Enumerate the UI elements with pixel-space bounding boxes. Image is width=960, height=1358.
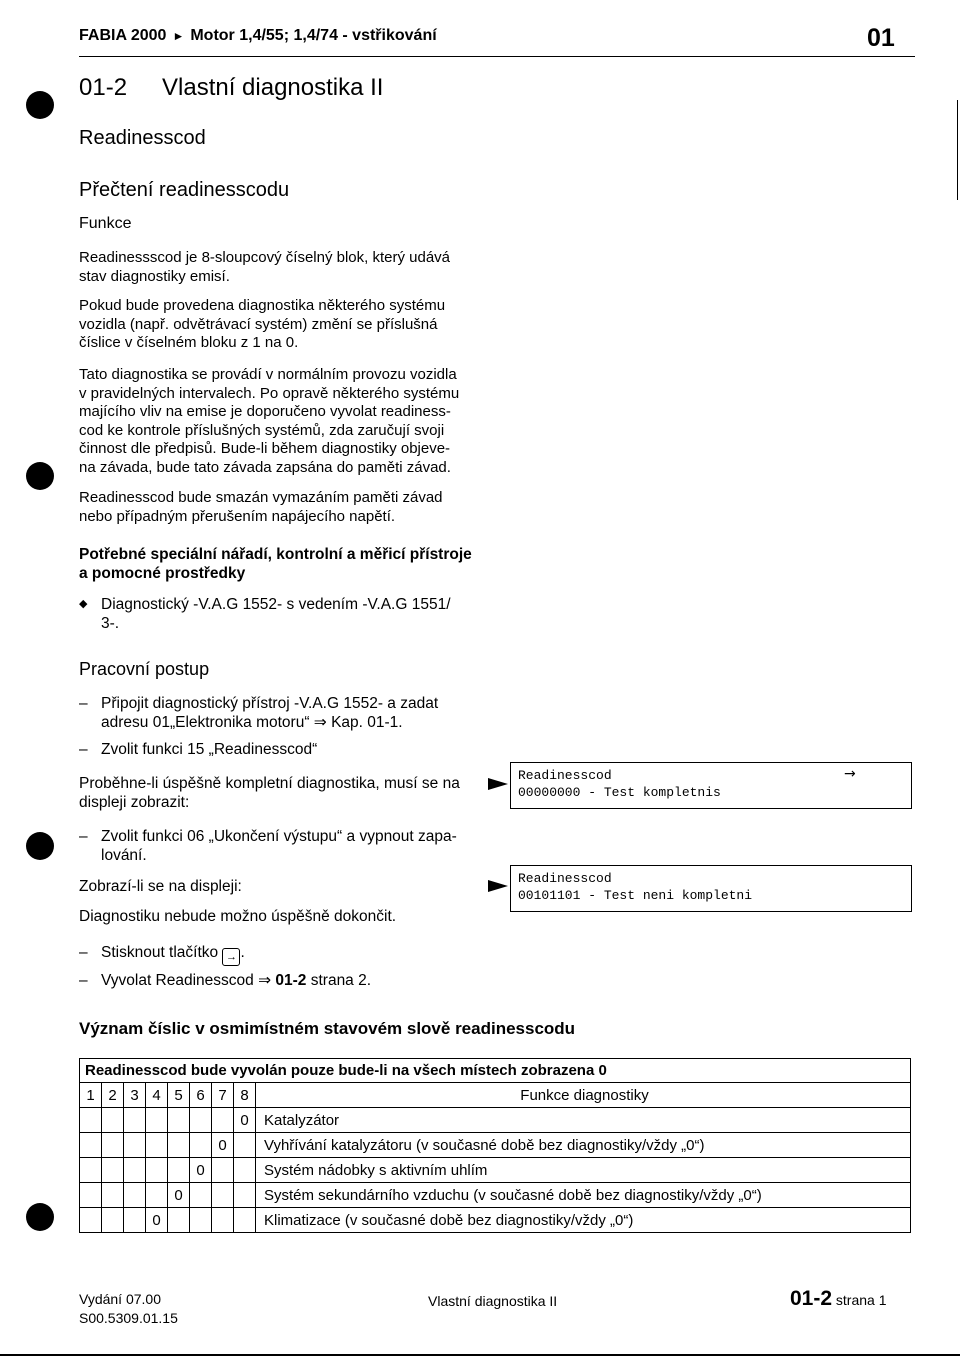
digit-cell [102, 1108, 124, 1133]
paragraph-line: Readinessscod je 8-sloupcový číselný blok, který udává [79, 249, 451, 266]
digit-cell [80, 1208, 102, 1233]
title-number: 01-2 [79, 74, 128, 101]
digit-cell [234, 1208, 256, 1233]
digit-cell [80, 1133, 102, 1158]
display-1 [510, 762, 912, 809]
footer-center: Vlastní diagnostika II [428, 1293, 558, 1309]
digit-cell [234, 1158, 256, 1183]
tools-bullet [79, 595, 451, 633]
function-description: Vyhřívání katalyzátoru (v současné době bez diagnostiky/vždy „0“) [256, 1133, 911, 1158]
table-header-row [80, 1059, 911, 1083]
digit-cell [212, 1208, 234, 1233]
punch-hole-4 [26, 1203, 54, 1231]
column-number: 5 [168, 1083, 190, 1108]
footer-page-label: strana 1 [835, 1292, 887, 1308]
table-row [80, 1133, 911, 1158]
digit-cell [234, 1183, 256, 1208]
note-1 [79, 774, 460, 812]
step-text: Vyvolat Readinesscod ⇒ [101, 972, 276, 989]
paragraph-line: vozidla (např. odvětrávací systém) změní se příslušná [79, 315, 438, 333]
digit-cell [146, 1133, 168, 1158]
paragraph-line: Readinesscod bude smazán vymazáním paměti závad [79, 489, 443, 506]
subsection-heading: Přečtení readinesscodu [79, 179, 290, 201]
digit-cell [168, 1133, 190, 1158]
step-text: strana 2. [306, 972, 372, 989]
column-number: 1 [80, 1083, 102, 1108]
paragraph-line: na závada, bude tato závada zapsána do paměti závad. [79, 458, 451, 476]
funkce-label: Funkce [79, 215, 132, 232]
dash-icon: – [79, 944, 88, 961]
digit-cell [124, 1158, 146, 1183]
digit-cell [234, 1133, 256, 1158]
digit-cell [146, 1183, 168, 1208]
note-line: displeji zobrazit: [79, 794, 190, 811]
step-5 [79, 971, 371, 990]
step-line: lování. [101, 847, 147, 864]
column-function-label: Funkce diagnostiky [256, 1083, 911, 1108]
paragraph-line: cod ke kontrole příslušných systémů, zda zaručují svoji [79, 421, 445, 439]
step-4: – Stisknout tlačítko → . [79, 943, 245, 966]
footer-edition: Vydání 07.00 [79, 1291, 161, 1307]
step-line: Připojit diagnostický přístroj -V.A.G 1552- a zadat [101, 695, 439, 712]
digit-cell: 0 [190, 1158, 212, 1183]
footer-page-ref: 01-2 [790, 1287, 833, 1310]
diamond-bullet-icon: ◆ [79, 598, 88, 610]
footer-page [790, 1287, 887, 1311]
step-3 [79, 827, 457, 865]
digit-cell: 0 [168, 1183, 190, 1208]
column-number: 6 [190, 1083, 212, 1108]
digit-cell [80, 1183, 102, 1208]
digit-cell [80, 1108, 102, 1133]
digit-cell [124, 1208, 146, 1233]
column-number: 3 [124, 1083, 146, 1108]
digit-cell [124, 1133, 146, 1158]
digit-cell: 0 [234, 1108, 256, 1133]
punch-hole-3 [26, 832, 54, 860]
table-columns-row [80, 1083, 911, 1108]
step-line: Stisknout tlačítko [101, 944, 219, 961]
paragraph-1 [79, 249, 499, 286]
digit-cell [146, 1108, 168, 1133]
header-engine: Motor 1,4/55; 1,4/74 - vstřikování [190, 27, 437, 44]
section-heading: Readinesscod [79, 127, 206, 149]
footer-left [79, 1290, 178, 1328]
paragraph-line: Tato diagnostika se provádí v normálním provozu vozidla [79, 366, 457, 383]
tools-heading-line: a pomocné prostředky [79, 565, 246, 582]
digit-cell [102, 1208, 124, 1233]
digit-cell [190, 1133, 212, 1158]
digit-cell [168, 1158, 190, 1183]
digit-cell [212, 1158, 234, 1183]
arrow-key-icon: → [222, 948, 240, 966]
digit-cell [190, 1108, 212, 1133]
paragraph-2 [79, 297, 499, 353]
paragraph-line: v pravidelných intervalech. Po opravě některého systému [79, 384, 460, 402]
step-line: Zvolit funkci 06 „Ukončení výstupu“ a vypnout zapa- [101, 828, 457, 845]
paragraph-line: nebo případným přerušením napájecího napětí. [79, 507, 396, 525]
table-row [80, 1183, 911, 1208]
digit-cell [190, 1183, 212, 1208]
table-row [80, 1208, 911, 1233]
digit-cell [80, 1158, 102, 1183]
digit-cell [212, 1108, 234, 1133]
note-line: Proběhne-li úspěšně kompletní diagnostika, musí se na [79, 775, 460, 792]
digit-cell [168, 1108, 190, 1133]
paragraph-4 [79, 489, 499, 526]
paragraph-line: činnost dle předpisů. Bude-li během diagnostiky objeve- [79, 440, 451, 457]
digit-cell: 0 [212, 1133, 234, 1158]
table-row [80, 1108, 911, 1133]
function-description: Katalyzátor [256, 1108, 911, 1133]
digit-cell [212, 1183, 234, 1208]
paragraph-line: číslice v číselném bloku z 1 na 0. [79, 334, 299, 351]
display-2 [510, 865, 912, 912]
function-description: Klimatizace (v současné době bez diagnostiky/vždy „0“) [256, 1208, 911, 1233]
digit-cell [190, 1208, 212, 1233]
dash-icon: – [79, 741, 88, 758]
footer-rule [0, 1354, 960, 1356]
tools-heading [79, 545, 519, 583]
digit-cell [124, 1108, 146, 1133]
column-number: 8 [234, 1083, 256, 1108]
display-line: 00000000 - Test kompletnis [518, 785, 721, 800]
procedure-heading: Pracovní postup [79, 659, 210, 679]
chapter-number: 01 [867, 24, 895, 52]
step-line: Zvolit funkci 15 „Readinesscod“ [101, 741, 318, 758]
header-model: FABIA 2000 [79, 27, 167, 44]
footer-code: S00.5309.01.15 [79, 1310, 178, 1326]
title-text: Vlastní diagnostika II [162, 74, 384, 101]
dash-icon: – [79, 828, 88, 845]
digit-cell: 0 [146, 1208, 168, 1233]
display-arrow-icon: → [844, 766, 856, 782]
function-description: Systém sekundárního vzduchu (v současné době bez diagnostiky/vždy „0“) [256, 1183, 911, 1208]
page-title [79, 74, 383, 102]
note-2: Zobrazí-li se na displeji: [79, 878, 242, 895]
punch-hole-1 [26, 91, 54, 119]
header-arrow-icon: ► [172, 29, 185, 43]
digit-cell [102, 1183, 124, 1208]
tools-heading-line: Potřebné speciální nářadí, kontrolní a měřicí přístroje [79, 546, 472, 563]
step-line: adresu 01„Elektronika motoru“ ⇒ Kap. 01-1. [101, 714, 403, 731]
dash-icon: – [79, 972, 88, 989]
paragraph-3 [79, 366, 499, 477]
column-number: 4 [146, 1083, 168, 1108]
digit-cell [102, 1158, 124, 1183]
display-line: 00101101 - Test neni kompletni [518, 888, 753, 903]
digit-cell [168, 1208, 190, 1233]
margin-bar [957, 100, 958, 200]
function-description: Systém nádobky s aktivním uhlím [256, 1158, 911, 1183]
pointer-arrow-icon [488, 880, 508, 892]
readiness-table [79, 1058, 911, 1233]
punch-hole-2 [26, 462, 54, 490]
bullet-line: Diagnostický -V.A.G 1552- s vedením -V.A.G 1551/ [101, 596, 451, 613]
dash-icon: – [79, 695, 88, 712]
step-2 [79, 740, 317, 759]
table-title: Význam číslic v osmimístném stavovém slově readinesscodu [79, 1019, 576, 1038]
note-3: Diagnostiku nebude možno úspěšně dokončit. [79, 908, 397, 925]
header-rule [79, 56, 915, 57]
step-1 [79, 694, 438, 732]
digit-cell [124, 1183, 146, 1208]
table-row [80, 1158, 911, 1183]
column-number: 2 [102, 1083, 124, 1108]
paragraph-line: stav diagnostiky emisí. [79, 267, 230, 285]
pointer-arrow-icon [488, 778, 508, 790]
display-line: Readinesscod [518, 871, 612, 886]
paragraph-line: majícího vliv na emise je doporučeno vyvolat readiness- [79, 403, 451, 420]
digit-cell [102, 1133, 124, 1158]
column-number: 7 [212, 1083, 234, 1108]
digit-cell [146, 1158, 168, 1183]
bullet-line: 3-. [101, 614, 120, 632]
display-line: Readinesscod [518, 768, 612, 783]
running-header [79, 27, 437, 45]
step-reference: 01-2 [275, 972, 307, 989]
table-header: Readinesscod bude vyvolán pouze bude-li na všech místech zobrazena 0 [80, 1059, 911, 1083]
paragraph-line: Pokud bude provedena diagnostika některého systému [79, 297, 446, 314]
